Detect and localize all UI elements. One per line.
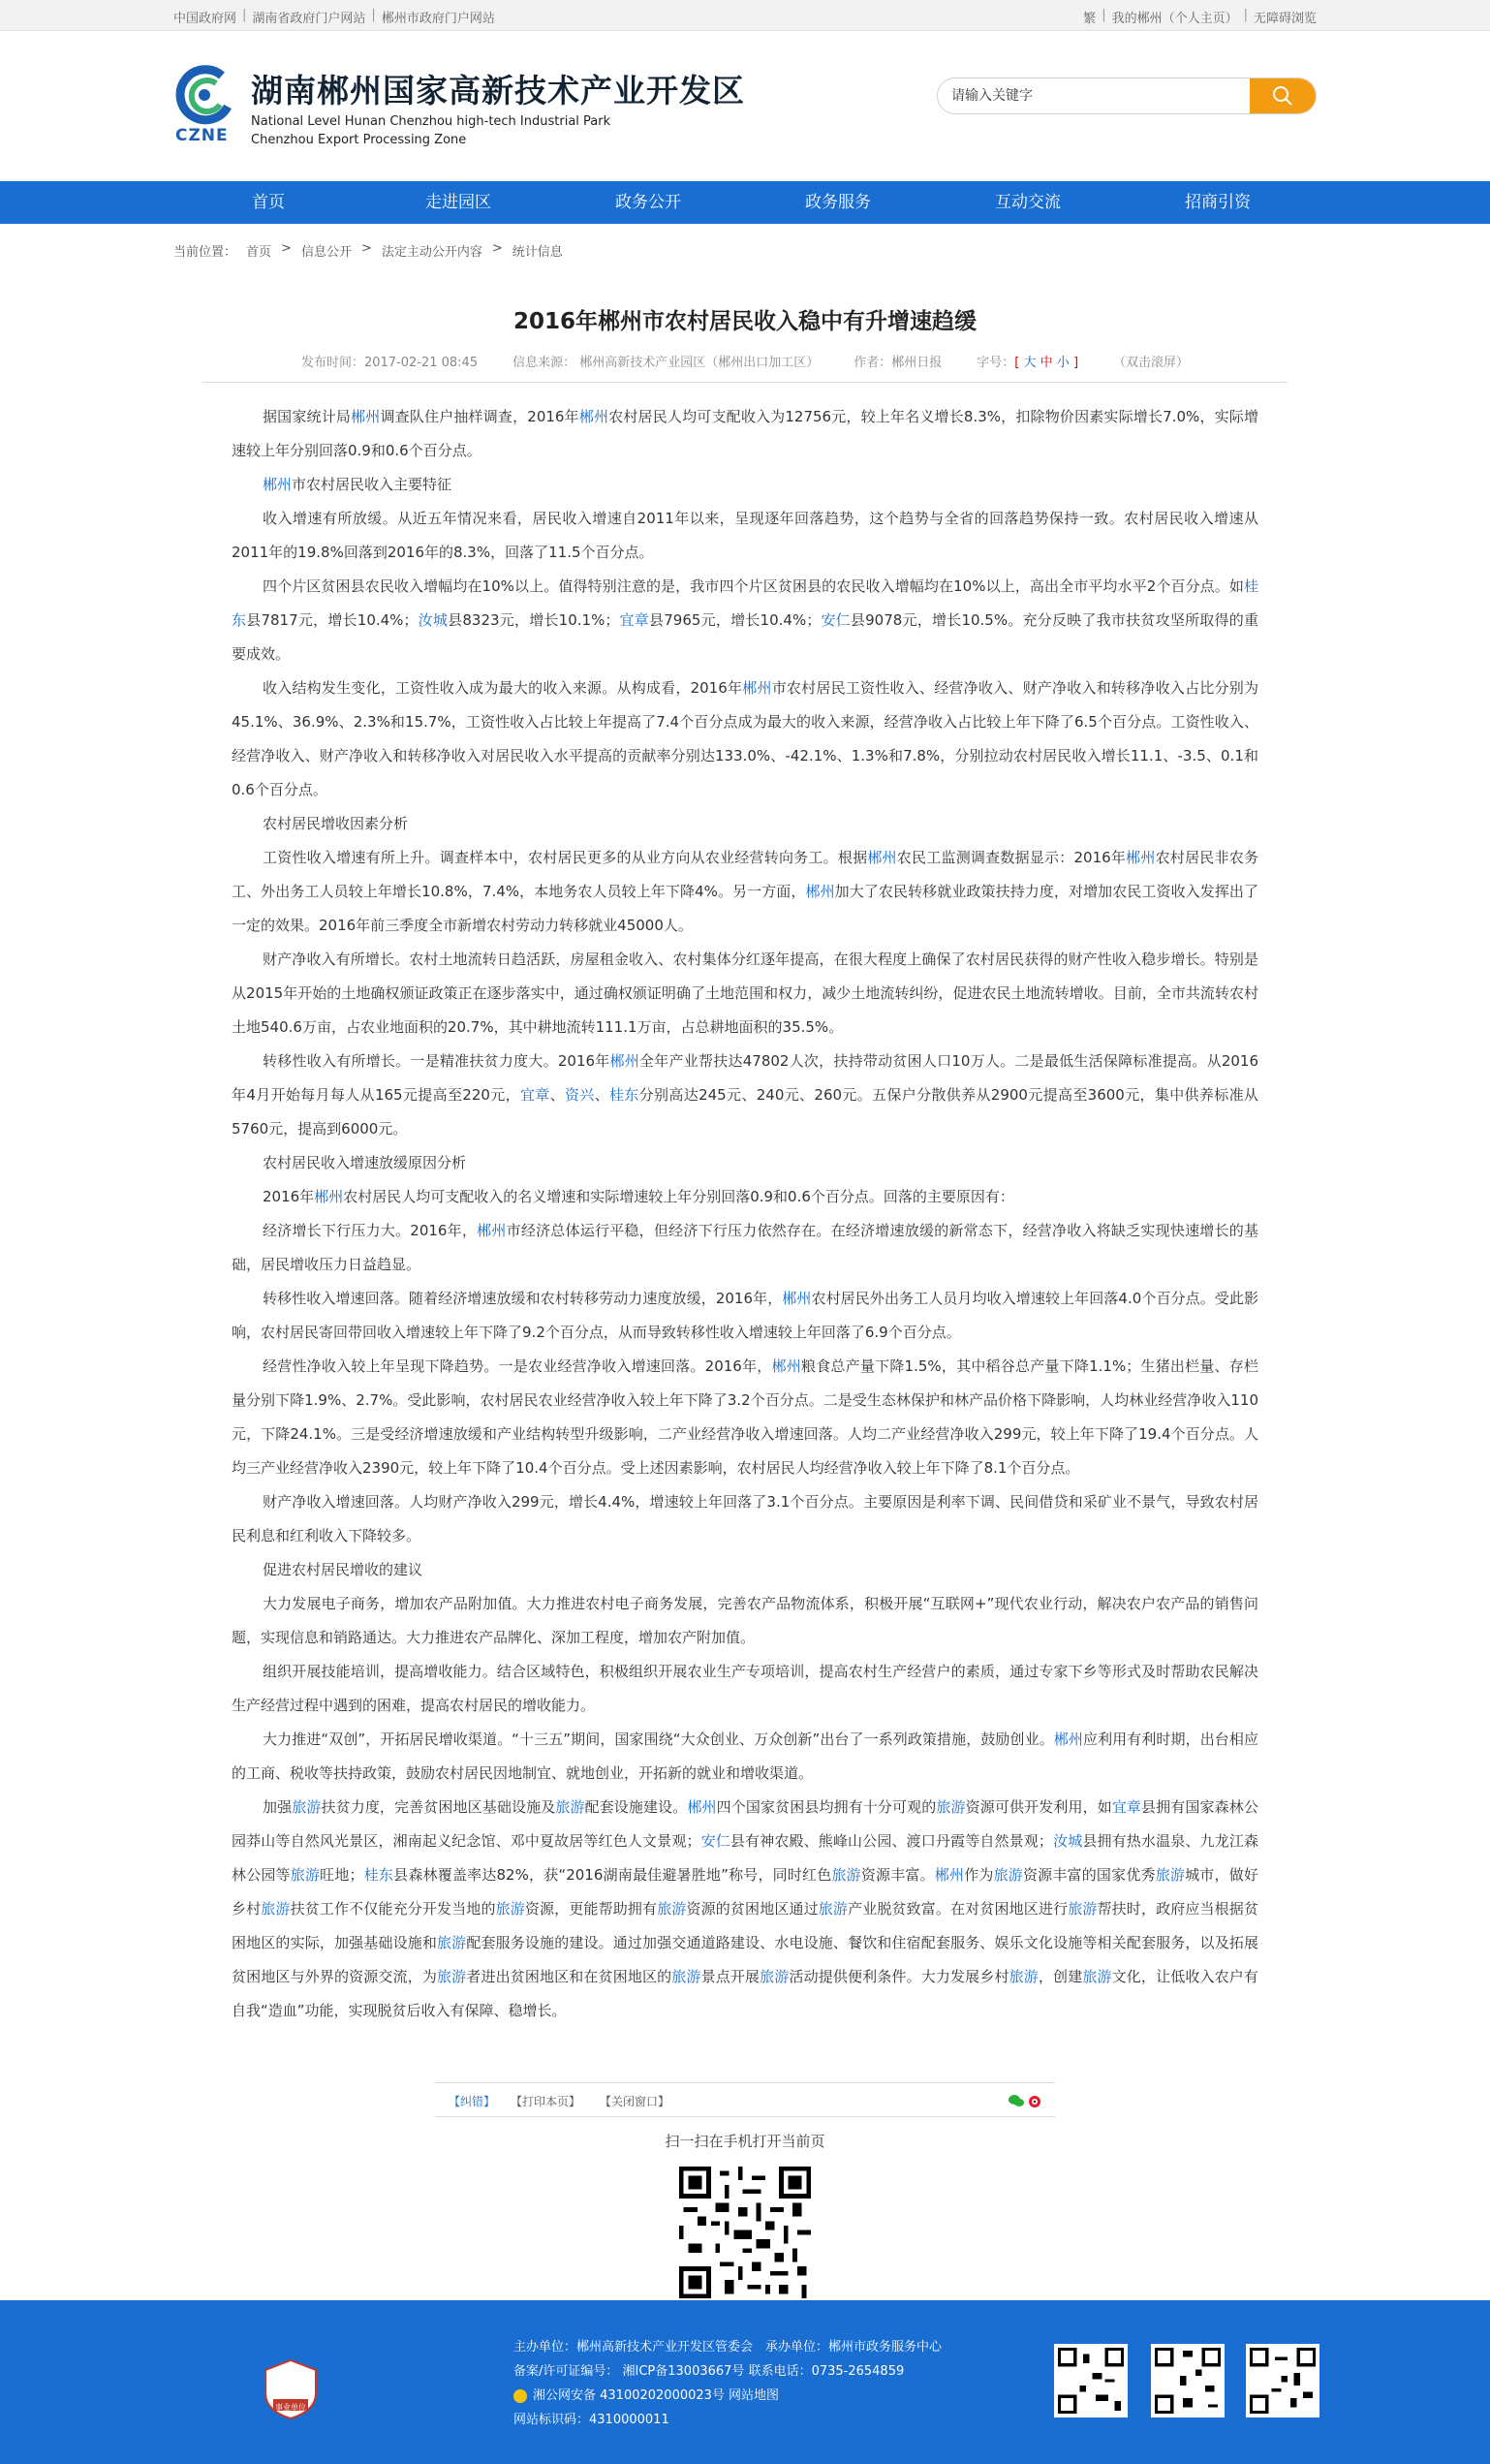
site-subtitle	[251, 112, 610, 149]
main-nav	[0, 181, 1490, 224]
link-chenzhou-gov[interactable]: 郴州市政府门户网站	[381, 12, 495, 26]
paragraph: 转移性收入有所增长。一是精准扶贫力度大。2016年郴州全年产业帮扶达47802人次，扶持带动贫困人口10万人。二是最低生活保障标准提高。从2016年4月开始每月每人从165元提高至220元，宜章、资兴、桂东分别高达245元、240元、260元。五保户分散供养从2900元提高至3600元，集中供养标准从5760元，提高到6000元。	[232, 1052, 1258, 1138]
paragraph: 大力发展电子商务，增加农产品附加值。大力推进农村电子商务发展，完善农产品物流体系，积极开展“互联网+”现代农业行动，解决农户农产品的销售问题，实现信息和销路通达。大力推进农产品牌化、深加工程度，增加农产附加值。	[232, 1595, 1258, 1646]
footer-sponsor: 主办单位：郴州高新技术产业开发区管委会 承办单位：郴州市政务服务中心	[513, 2340, 943, 2355]
paragraph: 促进农村居民增收的建议	[263, 1561, 423, 1578]
logo-abbreviation: CZNE	[175, 126, 229, 145]
breadcrumb-stats[interactable]: 统计信息	[512, 245, 563, 260]
nav-park[interactable]: 走进园区	[425, 193, 491, 212]
traditional-chinese-toggle[interactable]: 繁	[1083, 12, 1097, 26]
breadcrumb-legal[interactable]: 法定主动公开内容	[381, 245, 482, 260]
paragraph: 2016年郴州农村居民人均可支配收入的名义增速和实际增速较上年分别回落0.9和0.6个百分点。回落的主要原因有：	[263, 1188, 1014, 1205]
paragraph: 农村居民收入增速放缓原因分析	[263, 1154, 467, 1171]
font-medium[interactable]: 中	[1040, 356, 1053, 370]
info-source: 信息来源： 郴州高新技术产业园区（郴州出口加工区）	[512, 356, 820, 370]
paragraph: 财产净收入有所增长。农村土地流转日趋活跃，房屋租金收入、农村集体分红逐年提高，在很大程度上确保了农村居民获得的财产性收入稳步增长。特别是从2015年开始的土地确权颁证政策正在逐步落实中，通过确权颁证明确了土地范围和权力，减少土地流转纠纷，促进农民土地流转增收。目前，全市共流转农村土地540.6万亩，占农业地面积的20.7%，其中耕地流转111.1万亩，占总耕地面积的35.5%。	[232, 951, 1258, 1036]
paragraph: 收入结构发生变化，工资性收入成为最大的收入来源。从构成看，2016年郴州市农村居民工资性收入、经营净收入、财产净收入和转移净收入占比分别为45.1%、36.9%、2.3%和15.7%，工资性收入占比较上年提高了7.4个百分点成为最大的收入来源，经营净收入占比较上年下降了6.5个百分点。工资性收入、经营净收入、财产净收入和转移净收入对居民收入水平提高的贡献率分别达133.0%、-42.1%、1.3%和7.8%，分别拉动农村居民收入增长11.1、-3.5、0.1和0.6个百分点。	[232, 679, 1258, 798]
qr-code-icon	[679, 2167, 811, 2298]
paragraph: 经营性净收入较上年呈现下降趋势。一是农业经营净收入增速回落。2016年，郴州粮食总产量下降1.5%，其中稻谷总产量下降1.1%；生猪出栏量、存栏量分别下降1.9%、2.7%。受此影响，农村居民农业经营净收入较上年下降了3.2个百分点。二是受生态林保护和林产品价格下降影响，人均林业经营净收入110元，下降24.1%。三是受经济增速放缓和产业结构转型升级影响，二产业经营净收入增速回落。人均二产业经营净收入299元，较上年下降了19.4个百分点。人均三产业经营净收入2390元，较上年下降了10.4个百分点。受上述因素影响，农村居民人均经营净收入较上年下降了8.1个百分点。	[232, 1357, 1258, 1477]
footer-police	[513, 2384, 942, 2408]
qr-caption: 扫一扫在手机打开当前页	[665, 2133, 825, 2150]
article-title: 2016年郴州市农村居民收入稳中有升增速趋缓	[512, 309, 977, 334]
subtitle-line-2: Chenzhou Export Processing Zone	[251, 133, 467, 147]
paragraph: 工资性收入增速有所上升。调查样本中，农村居民更多的从业方向从农业经营转向务工。根据郴州农民工监测调查数据显示：2016年郴州农村居民非农务工、外出务工人员较上年增长10.8%，7.4%，本地务农人员较上年下降4%。另一方面，郴州加大了农民转移就业政策扶持力度，对增加农民工资收入发挥出了一定的效果。2016年前三季度全市新增农村劳动力转移就业45000人。	[232, 849, 1258, 934]
search-input[interactable]	[938, 78, 1248, 113]
footer-qr-1-icon	[1054, 2344, 1128, 2417]
article-body	[202, 383, 1288, 2028]
breadcrumb-home[interactable]: 首页	[246, 245, 272, 260]
close-window-link[interactable]: 【关闭窗口】	[600, 2095, 670, 2108]
weibo-share-icon[interactable]	[1028, 2093, 1043, 2108]
czne-logo-icon	[173, 64, 235, 126]
paragraph: 农村居民增收因素分析	[263, 815, 409, 832]
breadcrumb-sep: >	[491, 241, 503, 256]
search-box	[937, 78, 1317, 114]
footer-icp: 备案/许可证编号： 湘ICP备13003667号 联系电话：0735-2654859	[513, 2364, 905, 2379]
site-footer	[0, 2300, 1490, 2464]
nav-investment[interactable]: 招商引资	[1185, 193, 1251, 212]
paragraph: 四个片区贫困县农民收入增幅均在10%以上。值得特别注意的是，我市四个片区贫困县的农民收入增幅均在10%以上，高出全市平均水平2个百分点。如桂东县7817元，增长10.4%；汝城县8323元，增长10.1%；宜章县7965元，增长10.4%；安仁县9078元，增长10.5%。充分反映了我市扶贫攻坚所取得的重要成效。	[232, 577, 1258, 663]
font-size-control: 字号：[ 大 中 小 ]	[977, 356, 1079, 370]
dblclick-scroll-hint: （双击滚屏）	[1113, 356, 1190, 370]
paragraph: 加强旅游扶贫力度，完善贫困地区基础设施及旅游配套设施建设。郴州四个国家贫困县均拥有十分可观的旅游资源可供开发利用，如宜章县拥有国家森林公园莽山等自然风光景区，湘南起义纪念馆、邓中夏故居等红色人文景观；安仁县有神农殿、熊峰山公园、渡口丹霞等自然景观；汝城县拥有热水温泉、九龙江森林公园等旅游旺地；桂东县森林覆盖率达82%，获“2016湖南最佳避暑胜地”称号，同时红色旅游资源丰富。郴州作为旅游资源丰富的国家优秀旅游城市，做好乡村旅游扶贫工作不仅能充分开发当地的旅游资源，更能帮助拥有旅游资源的贫困地区通过旅游产业脱贫致富。在对贫困地区进行旅游帮扶时，政府应当根据贫困地区的实际，加强基础设施和旅游配套服务设施的建设。通过加强交通道路建设、水电设施、餐饮和住宿配套服务、娱乐文化设施等相关配套服务，以及拓展贫困地区与外界的资源交流，为旅游者进出贫困地区和在贫困地区的旅游景点开展旅游活动提供便利条件。大力发展乡村旅游，创建旅游文化，让低收入农户有自我“造血”功能，实现脱贫后收入有保障、稳增长。	[232, 1798, 1258, 2019]
paragraph: 经济增长下行压力大。2016年，郴州市经济总体运行平稳，但经济下行压力依然存在。在经济增速放缓的新常态下，经营净收入将缺乏实现快速增长的基础，居民增收压力日益趋显。	[232, 1222, 1258, 1273]
article-tools	[435, 2082, 1055, 2117]
breadcrumb-sep: >	[360, 241, 372, 256]
subtitle-line-1: National Level Hunan Chenzhou high-tech Industrial Park	[251, 114, 611, 129]
footer-qr-3-icon	[1246, 2344, 1319, 2417]
site-title: 湖南郴州国家高新技术产业开发区	[251, 72, 745, 109]
paragraph: 财产净收入增速回落。人均财产净收入299元，增长4.4%，增速较上年回落了3.1个百分点。主要原因是利率下调、民间借贷和采矿业不景气，导致农村居民利息和红利收入下降较多。	[232, 1493, 1258, 1544]
correct-link[interactable]: 【纠错】	[449, 2095, 496, 2108]
font-large[interactable]: 大	[1023, 356, 1037, 370]
font-small[interactable]: 小	[1056, 356, 1070, 370]
police-badge-icon	[513, 2389, 527, 2403]
breadcrumb-label: 当前位置：	[173, 245, 237, 260]
nav-gov-open[interactable]: 政务公开	[615, 193, 681, 212]
nav-gov-service[interactable]: 政务服务	[805, 193, 871, 212]
link-gov-cn[interactable]: 中国政府网	[173, 12, 237, 26]
paragraph: 郴州市农村居民收入主要特征	[263, 476, 452, 493]
paragraph: 转移性收入增速回落。随着经济增速放缓和农村转移劳动力速度放缓，2016年，郴州农村居民外出务工人员月均收入增速较上年回落4.0个百分点。受此影响，农村居民寄回带回收入增速较上年下降了9.2个百分点，从而导致转移性收入增速较上年回落了6.9个百分点。	[232, 1290, 1258, 1341]
link-hunan-gov[interactable]: 湖南省政府门户网站	[252, 12, 366, 26]
nav-home[interactable]: 首页	[252, 193, 285, 212]
paragraph: 大力推进“双创”，开拓居民增收渠道。“十三五”期间，国家围绕“大众创业、万众创新”出台了一系列政策措施，鼓励创业。郴州应利用有利时期，出台相应的工商、税收等扶持政策，鼓励农村居民因地制宜、就地创业，开拓新的就业和增收渠道。	[232, 1731, 1258, 1782]
paragraph: 据国家统计局郴州调查队住户抽样调查，2016年郴州农村居民人均可支配收入为12756元，较上年名义增长8.3%，扣除物价因素实际增长7.0%，实际增速较上年分别回落0.9和0.6个百分点。	[232, 408, 1258, 459]
accessibility-link[interactable]: 无障碍浏览	[1253, 12, 1317, 26]
site-header	[0, 31, 1490, 181]
nav-interaction[interactable]: 互动交流	[995, 193, 1061, 212]
breadcrumb-sep: >	[281, 241, 292, 256]
article	[202, 303, 1288, 2298]
article-meta	[202, 342, 1288, 383]
footer-qr-2-icon	[1151, 2344, 1225, 2417]
font-size-label: 字号：	[977, 356, 1015, 370]
paragraph: 收入增速有所放缓。从近五年情况来看，居民收入增速自2011年以来，呈现逐年回落趋势，这个趋势与全省的回落趋势保持一致。农村居民收入增速从2011年的19.8%回落到2016年的8.3%，回落了11.5个百分点。	[232, 510, 1258, 561]
breadcrumb-info[interactable]: 信息公开	[300, 245, 352, 260]
top-utility-bar: 中国政府网 | 湖南省政府门户网站 | 郴州市政府门户网站 繁 | 我的郴州（个人主页） | 无障碍浏览	[0, 0, 1490, 31]
search-icon	[1272, 85, 1293, 107]
wechat-share-icon[interactable]	[1009, 2093, 1024, 2108]
breadcrumb	[173, 224, 1317, 280]
author: 作者：郴州日报	[854, 356, 943, 370]
search-button[interactable]	[1250, 78, 1316, 113]
footer-police-text[interactable]: 湘公网安备 43100202000023号 网站地图	[533, 2388, 780, 2403]
footer-info	[513, 2335, 942, 2432]
footer-site-id: 网站标识码：4310000011	[513, 2413, 669, 2427]
publish-date: 发布时间：2017-02-21 08:45	[300, 356, 479, 370]
badge-text: 事业单位	[275, 2403, 306, 2412]
my-chenzhou-link[interactable]: 我的郴州（个人主页）	[1111, 12, 1238, 26]
paragraph: 组织开展技能培训，提高增收能力。结合区域特色，积极组织开展农业生产专项培训，提高农村生产经营户的素质，通过专家下乡等形式及时帮助农民解决生产经营过程中遇到的困难，提高农村居民的增收能力。	[232, 1663, 1258, 1714]
print-link[interactable]: 【打印本页】	[511, 2095, 581, 2108]
